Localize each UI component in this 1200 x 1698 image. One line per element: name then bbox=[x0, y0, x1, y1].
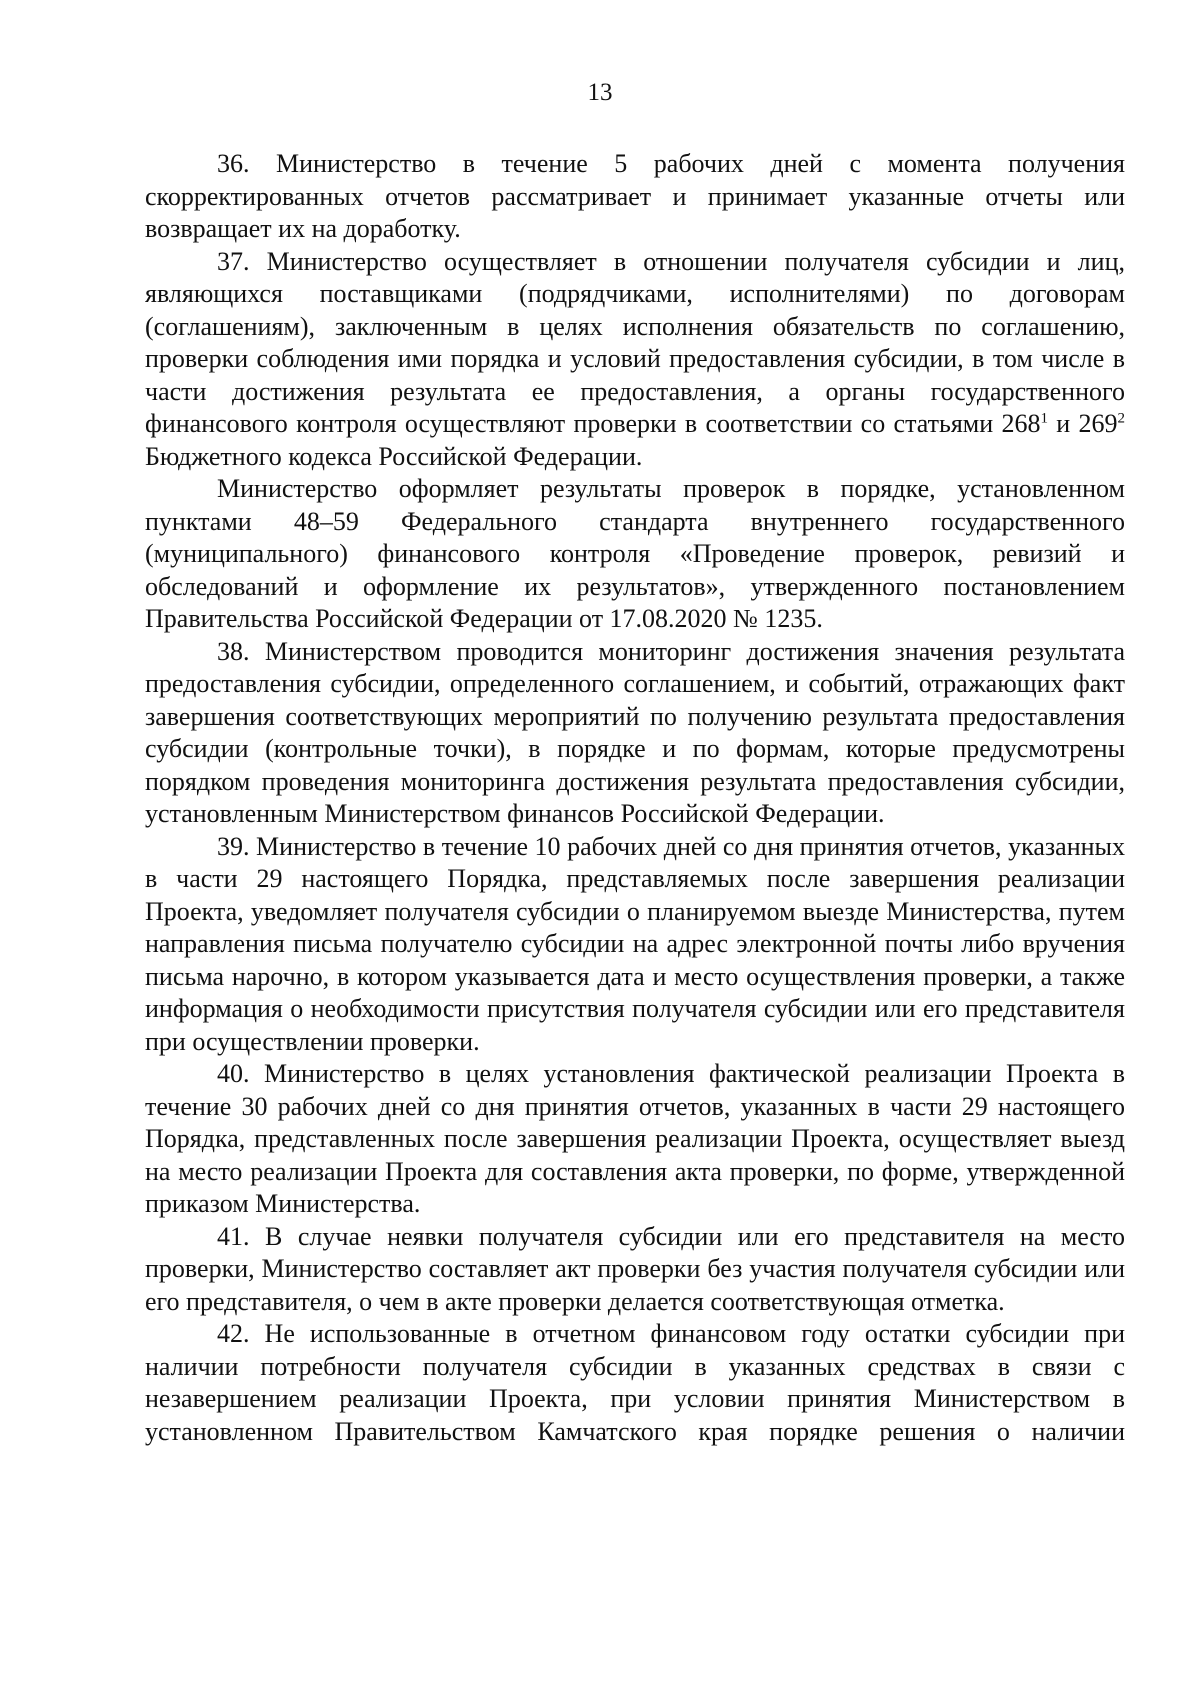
article-269-superscript: 2 bbox=[1117, 410, 1125, 427]
paragraph-39: 39. Министерство в течение 10 рабочих дней со дня принятия отчетов, указанных в части 29 настоящего Порядка, представляемых после завершения реализации Проекта, уведомляет получателя субсидии о планируемом выезде Министерства, путем направления письма получателю субсидии на адрес электронной почты либо вручения письма нарочно, в котором указывается дата и место осуществления проверки, а также информация о необходимости присутствия получателя субсидии или его представителя при осуществлении проверки. bbox=[145, 831, 1125, 1056]
paragraph-37-text-end: Бюджетного кодекса Российской Федерации. bbox=[145, 441, 643, 471]
page-number: 13 bbox=[587, 79, 613, 106]
paragraph-42: 42. Не использованные в отчетном финансовом году остатки субсидии при наличии потребности получателя субсидии в указанных средствах в связи с незавершением реализации Проекта, при условии принятия Министерством в установленном Правительством Камчатского края порядке решения о наличии bbox=[145, 1319, 1125, 1446]
paragraph-36: 36. Министерство в течение 5 рабочих дней с момента получения скорректированных отчетов рассматривает и принимает указанные отчеты или возвращает их на доработку. bbox=[145, 149, 1125, 243]
document-body bbox=[145, 148, 1125, 1448]
paragraph-37-continuation: Министерство оформляет результаты проверок в порядке, установленном пунктами 48–59 Федерального стандарта внутреннего государственного (муниципального) финансового контроля «Проведение проверок, ревизий и обследований и оформление их результатов», утвержденного постановлением Правительства Российской Федерации от 17.08.2020 № 1235. bbox=[145, 474, 1125, 633]
paragraph-41: 41. В случае неявки получателя субсидии или его представителя на место проверки, Министерство составляет акт проверки без участия получателя субсидии или его представителя, о чем в акте проверки делается соответствующая отметка. bbox=[145, 1221, 1125, 1316]
paragraph-40: 40. Министерство в целях установления фактической реализации Проекта в течение 30 рабочих дней со дня принятия отчетов, указанных в части 29 настоящего Порядка, представленных после завершения реализации Проекта, осуществляет выезд на место реализации Проекта для составления акта проверки, по форме, утвержденной приказом Министерства. bbox=[145, 1059, 1125, 1218]
paragraph-37-text: 37. Министерство осуществляет в отношении получателя субсидии и лиц, являющихся поставщиками (подрядчиками, исполнителями) по договорам (соглашениям), заключенным в целях исполнения обязательств по соглашению, проверки соблюдения ими порядка и условий предоставления субсидии, в том числе в части достижения результата ее предоставления, а органы государственного финансового контроля осуществляют проверки в соответствии со статьями bbox=[145, 246, 1125, 438]
conjunction: и bbox=[1047, 409, 1079, 438]
article-269: 269 bbox=[1078, 409, 1118, 438]
paragraph-38: 38. Министерством проводится мониторинг достижения значения результата предоставления субсидии, определенного соглашением, и событий, отражающих факт завершения соответствующих мероприятий по получению результата предоставления субсидии (контрольные точки), в порядке и по формам, которые предусмотрены порядком проведения мониторинга достижения результата предоставления субсидии, установленным Министерством финансов Российской Федерации. bbox=[145, 636, 1125, 828]
paragraph-37 bbox=[145, 246, 1125, 474]
article-268: 268 bbox=[1001, 409, 1041, 438]
article-268-superscript: 1 bbox=[1040, 410, 1048, 427]
